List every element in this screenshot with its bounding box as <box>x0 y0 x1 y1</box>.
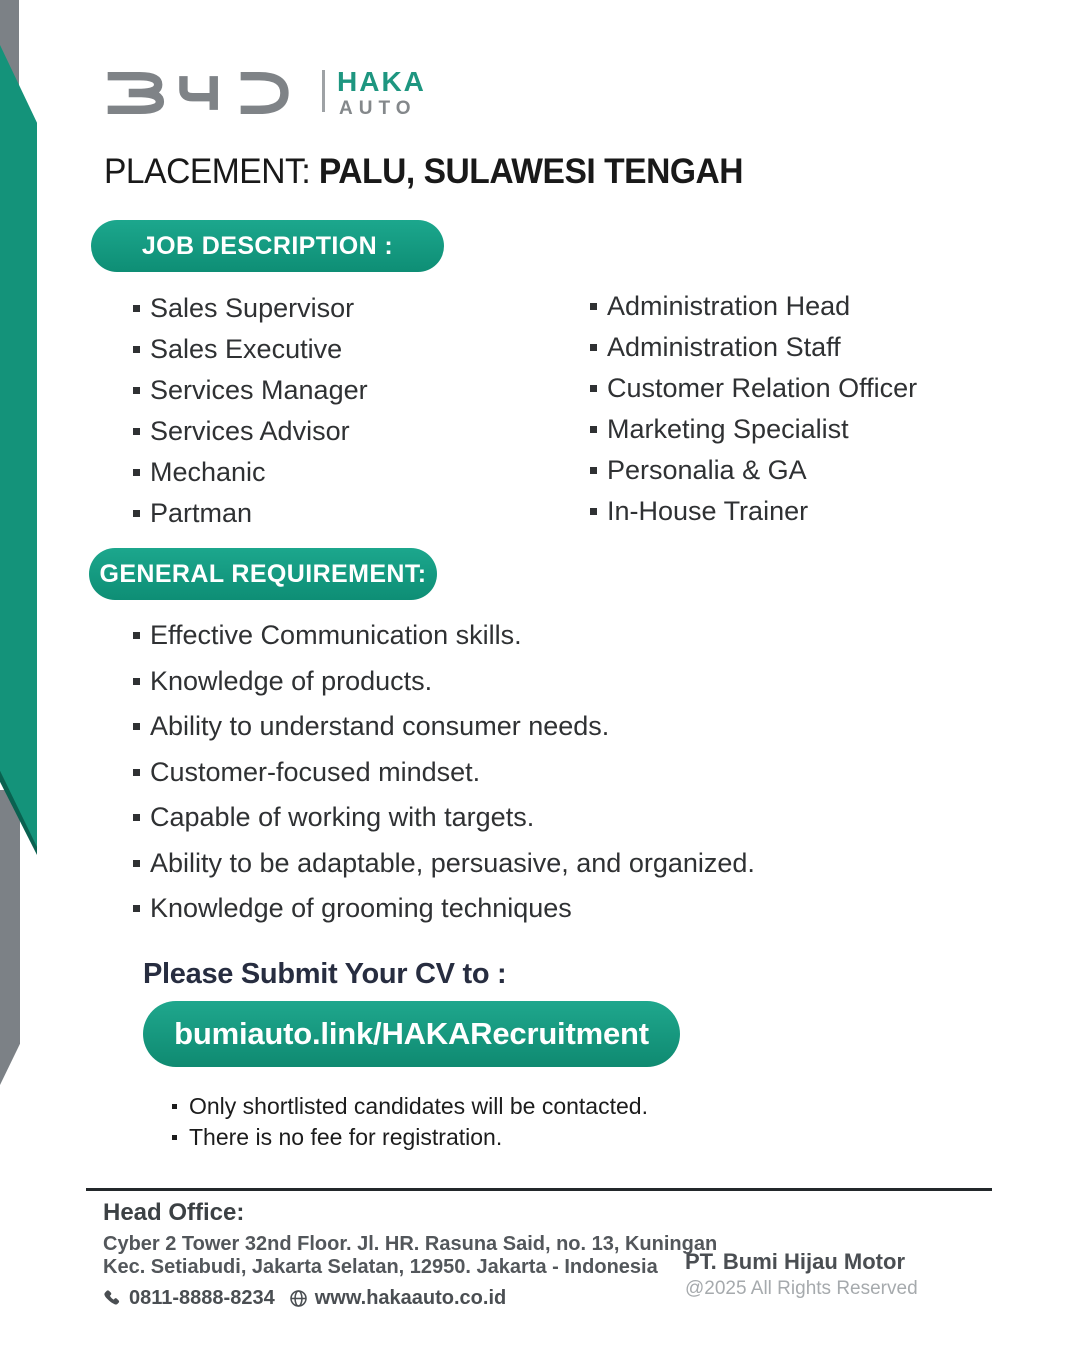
address-line-1: Cyber 2 Tower 32nd Floor. Jl. HR. Rasuna Said, no. 13, Kuningan <box>103 1233 718 1255</box>
haka-auto-wordmark <box>337 68 426 118</box>
job-list-right <box>590 286 917 532</box>
general-requirement-badge <box>89 548 437 600</box>
general-requirement-badge-label: GENERAL REQUIREMENT: <box>99 559 427 588</box>
bullet-square-icon <box>133 469 140 476</box>
job-item <box>133 411 368 452</box>
job-item-label: Services Manager <box>150 375 368 405</box>
bullet-square-icon <box>172 1104 177 1109</box>
requirement-item <box>133 613 755 659</box>
job-item <box>590 286 917 327</box>
placement-location: PALU, SULAWESI TENGAH <box>318 152 744 191</box>
bullet-square-icon <box>172 1135 177 1140</box>
bullet-square-icon <box>590 344 597 351</box>
job-item-label: Services Advisor <box>150 416 350 446</box>
head-office-label: Head Office: <box>103 1199 245 1226</box>
job-item-label: Sales Supervisor <box>150 293 355 323</box>
bullet-square-icon <box>590 385 597 392</box>
copyright-text: @2025 All Rights Reserved <box>685 1278 918 1299</box>
requirement-item <box>133 659 755 705</box>
requirement-label: Capable of working with targets. <box>150 802 535 833</box>
globe-icon <box>289 1289 308 1308</box>
job-item <box>133 370 368 411</box>
note-item <box>172 1122 648 1153</box>
note-label: There is no fee for registration. <box>189 1124 503 1150</box>
requirement-label: Ability to understand consumer needs. <box>150 711 610 742</box>
auto-wordmark: AUTO <box>339 98 417 119</box>
job-item-label: Administration Staff <box>607 332 841 362</box>
bullet-square-icon <box>133 387 140 394</box>
bullet-square-icon <box>590 426 597 433</box>
logo-row <box>106 68 426 118</box>
requirement-item <box>133 704 755 750</box>
placement-title <box>104 152 743 192</box>
placement-label: PLACEMENT: <box>104 152 311 191</box>
phone-number: 0811-8888-8234 <box>129 1287 275 1309</box>
address-line-2: Kec. Setiabudi, Jakarta Selatan, 12950. Jakarta - Indonesia <box>103 1256 658 1278</box>
bullet-square-icon <box>133 723 140 730</box>
cv-link-text: bumiauto.link/HAKARecruitment <box>174 1016 649 1051</box>
bullet-square-icon <box>133 860 140 867</box>
haka-wordmark: HAKA <box>337 66 426 97</box>
requirement-label: Ability to be adaptable, persuasive, and organized. <box>150 847 755 878</box>
bullet-square-icon <box>133 346 140 353</box>
job-item <box>590 491 917 532</box>
requirement-item <box>133 841 755 887</box>
bullet-square-icon <box>133 814 140 821</box>
bullet-square-icon <box>133 428 140 435</box>
job-item <box>133 329 368 370</box>
bullet-square-icon <box>133 510 140 517</box>
requirement-label: Customer-focused mindset. <box>150 756 481 787</box>
bullet-square-icon <box>133 769 140 776</box>
job-item-label: Sales Executive <box>150 334 343 364</box>
job-item <box>133 452 368 493</box>
job-item <box>133 288 368 329</box>
bullet-square-icon <box>133 905 140 912</box>
bullet-square-icon <box>590 303 597 310</box>
job-item-label: Customer Relation Officer <box>607 373 918 403</box>
job-item <box>590 409 917 450</box>
note-item <box>172 1091 648 1122</box>
job-item <box>133 493 368 534</box>
cv-link-button[interactable] <box>143 1001 680 1067</box>
byd-logo-icon <box>106 71 308 115</box>
footer-divider <box>86 1188 992 1191</box>
requirement-list <box>133 613 755 932</box>
requirement-label: Knowledge of products. <box>150 665 433 696</box>
job-item <box>590 327 917 368</box>
cv-submit-label: Please Submit Your CV to : <box>143 958 507 990</box>
job-item-label: Personalia & GA <box>607 455 807 485</box>
note-list <box>172 1091 648 1153</box>
bullet-square-icon <box>133 678 140 685</box>
job-item-label: Mechanic <box>150 457 266 487</box>
bullet-square-icon <box>133 305 140 312</box>
contact-row <box>103 1287 717 1310</box>
job-item <box>590 368 917 409</box>
job-description-badge <box>91 220 444 272</box>
job-description-badge-label: JOB DESCRIPTION : <box>141 231 394 260</box>
footer-head-office <box>103 1199 717 1310</box>
bullet-square-icon <box>133 632 140 639</box>
ribbon-gray-bottom <box>0 790 20 1085</box>
bullet-square-icon <box>590 467 597 474</box>
job-item-label: Administration Head <box>607 291 851 321</box>
note-label: Only shortlisted candidates will be contacted. <box>189 1093 648 1119</box>
ribbon-teal <box>0 45 37 847</box>
job-item-label: Partman <box>150 498 253 528</box>
job-item-label: Marketing Specialist <box>607 414 849 444</box>
website-link[interactable]: www.hakaauto.co.id <box>314 1287 507 1309</box>
requirement-label: Knowledge of grooming techniques <box>150 893 572 924</box>
job-item <box>590 450 917 491</box>
footer-company <box>685 1249 918 1300</box>
requirement-item <box>133 795 755 841</box>
job-item-label: In-House Trainer <box>607 496 809 526</box>
requirement-label: Effective Communication skills. <box>150 620 522 651</box>
logo-divider <box>322 70 325 112</box>
company-name: PT. Bumi Hijau Motor <box>685 1249 905 1274</box>
requirement-item <box>133 750 755 796</box>
phone-icon <box>103 1289 122 1308</box>
requirement-item <box>133 886 755 932</box>
bullet-square-icon <box>590 508 597 515</box>
job-list-left <box>133 288 368 534</box>
